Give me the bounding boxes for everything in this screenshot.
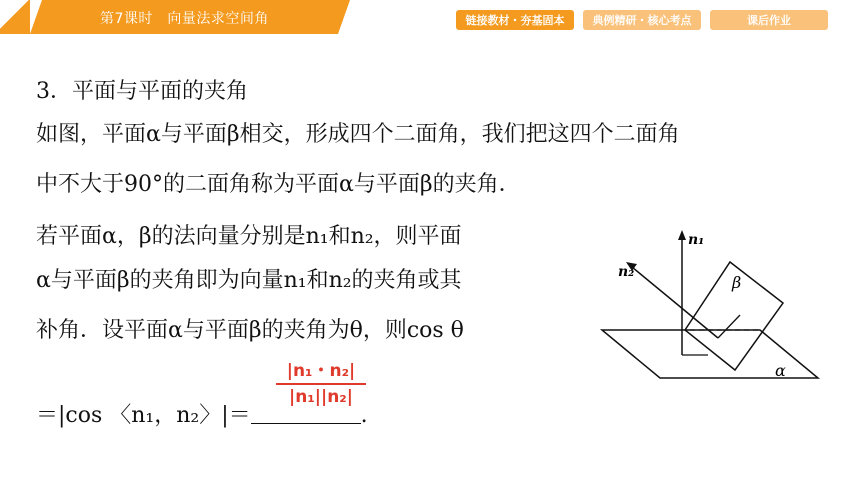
paragraph-line-1: 如图，平面α与平面β相交，形成四个二面角，我们把这四个二面角 <box>36 122 680 147</box>
paragraph-line-4: α与平面β的夹角即为向量n₁和n₂的夹角或其 <box>36 268 462 293</box>
label-n2: n₂ <box>618 264 635 280</box>
header-bar <box>0 0 860 40</box>
tab-homework[interactable]: 课后作业 <box>710 10 828 30</box>
answer-denominator: |n₁||n₂| <box>289 387 353 407</box>
paragraph-line-2: 中不大于90°的二面角称为平面α与平面β的夹角． <box>36 172 521 197</box>
formula-prefix: ＝|cos 〈n₁，n₂〉|＝ <box>36 403 251 428</box>
n1-arrowhead <box>678 230 686 240</box>
answer-numerator: |n₁・n₂| <box>276 356 366 385</box>
n2-foot <box>718 315 740 338</box>
label-beta: β <box>732 273 742 292</box>
answer-fraction <box>276 356 366 407</box>
formula-suffix: . <box>360 403 368 428</box>
label-n1: n₁ <box>688 232 705 248</box>
header-accent <box>0 0 30 34</box>
normal-vector-n2 <box>632 267 718 338</box>
paragraph-line-5: 补角．设平面α与平面β的夹角为θ，则cos θ <box>36 318 464 343</box>
tab-textbook-link[interactable]: 链接教材・夯基固本 <box>456 10 574 30</box>
tab-examples[interactable]: 典例精研・核心考点 <box>583 10 701 30</box>
lesson-title: 第7课时 向量法求空间角 <box>100 11 269 27</box>
dihedral-angle-diagram <box>590 220 830 420</box>
section-title: 3．平面与平面的夹角 <box>36 79 248 104</box>
label-alpha: α <box>775 361 786 380</box>
paragraph-line-3: 若平面α，β的法向量分别是n₁和n₂，则平面 <box>36 224 462 249</box>
